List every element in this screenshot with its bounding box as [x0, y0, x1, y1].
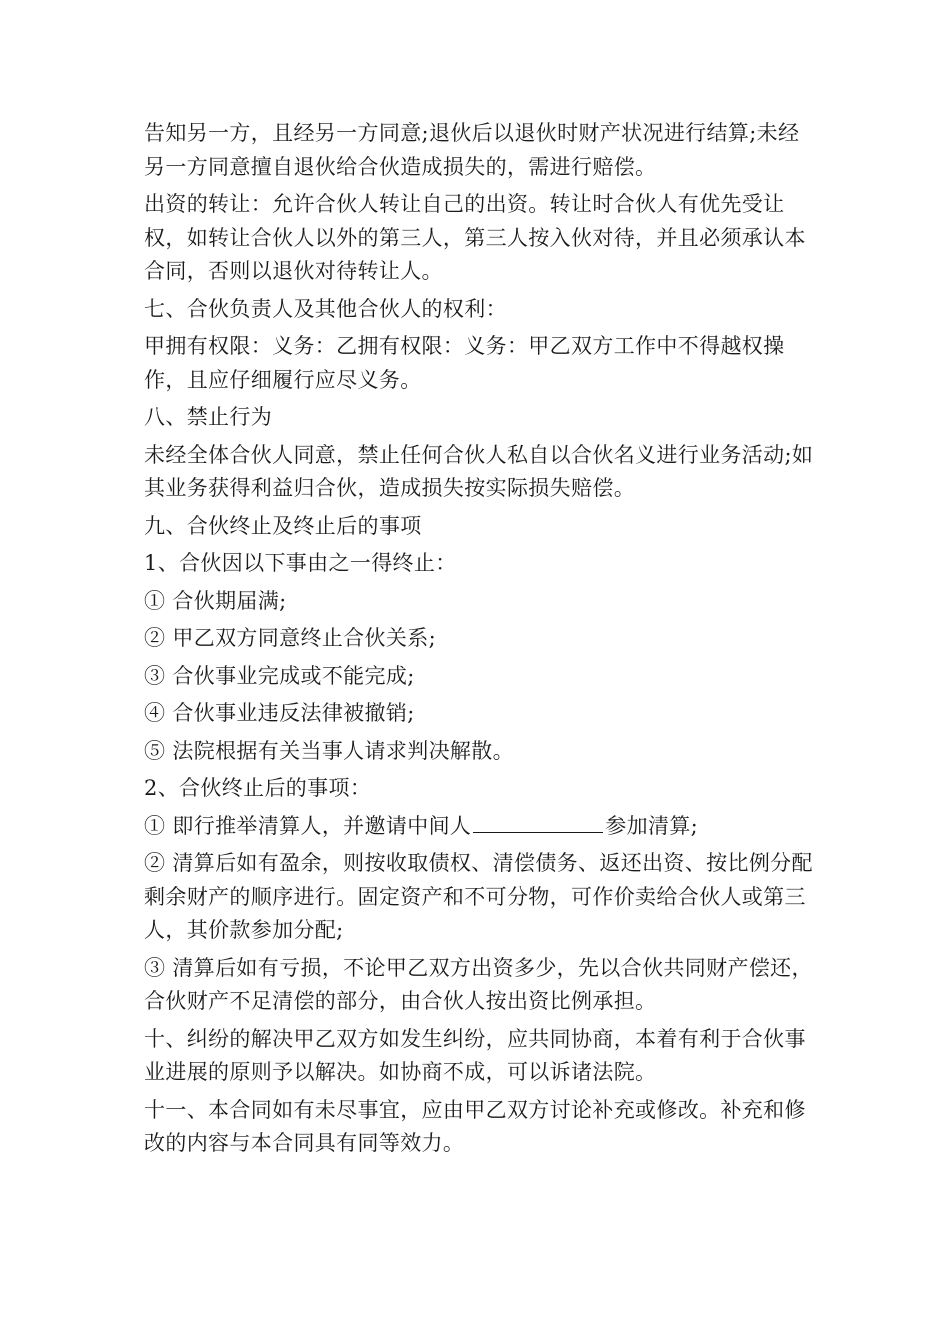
liquidation-item-3: ③ 清算后如有亏损，不论甲乙双方出资多少，先以合伙共同财产偿还，合伙财产不足清偿的部分，由合伙人按出资比例承担。	[144, 955, 813, 1013]
section-9-heading: 九、合伙终止及终止后的事项	[144, 513, 422, 538]
termination-cause-5: ⑤ 法院根据有关当事人请求判决解散。	[144, 738, 514, 763]
section-8-heading: 八、禁止行为	[144, 405, 273, 429]
paragraph-prohibited-acts: 未经全体合伙人同意，禁止任何合伙人私自以合伙名义进行业务活动;如其业务获得利益归合伙，造成损失按实际损失赔偿。	[144, 442, 814, 500]
paragraph-capital-transfer: 出资的转让：允许合伙人转让自己的出资。转让时合伙人有优先受让权，如转让合伙人以外的第三人，第三人按入伙对待，并且必须承认本合同，否则以退伙对待转让人。	[144, 192, 806, 283]
termination-causes-heading: 1、合伙因以下事由之一得终止：	[144, 551, 457, 575]
termination-cause-4: ④ 合伙事业违反法律被撤销;	[144, 701, 415, 725]
section-11-supplement: 十一、本合同如有未尽事宜，应由甲乙双方讨论补充或修改。补充和修改的内容与本合同具有同等效力。	[144, 1097, 806, 1155]
post-termination-heading: 2、合伙终止后的事项：	[144, 776, 372, 800]
document-body	[144, 117, 814, 1165]
liquidation-item-2: ② 清算后如有盈余，则按收取债权、清偿债务、返还出资、按比例分配剩余财产的顺序进行。固定资产和不可分物，可作价卖给合伙人或第三人，其价款参加分配;	[144, 851, 813, 942]
liquidation-item-1-text: ① 即行推举清算人，并邀请中间人	[144, 813, 472, 838]
paragraph-withdrawal-settlement: 告知另一方，且经另一方同意;退伙后以退伙时财产状况进行结算;未经另一方同意擅自退伙给合伙造成损失的，需进行赔偿。	[144, 121, 800, 179]
section-7-heading: 七、合伙负责人及其他合伙人的权利：	[144, 296, 507, 321]
liquidation-item-1	[144, 810, 814, 844]
section-10-dispute-resolution: 十、纠纷的解决甲乙双方如发生纠纷，应共同协商，本着有利于合伙事业进展的原则予以解决。如协商不成，可以诉诸法院。	[144, 1026, 806, 1084]
liquidation-item-1-suffix: 参加清算;	[605, 813, 699, 838]
termination-cause-3: ③ 合伙事业完成或不能完成;	[144, 663, 415, 688]
termination-cause-1: ① 合伙期届满;	[144, 588, 287, 613]
paragraph-rights-duties: 甲拥有权限：义务：乙拥有权限：义务：甲乙双方工作中不得越权操作，且应仔细履行应尽义务。	[144, 334, 785, 392]
termination-cause-2: ② 甲乙双方同意终止合伙关系;	[144, 626, 436, 650]
intermediary-blank-line	[473, 812, 603, 833]
